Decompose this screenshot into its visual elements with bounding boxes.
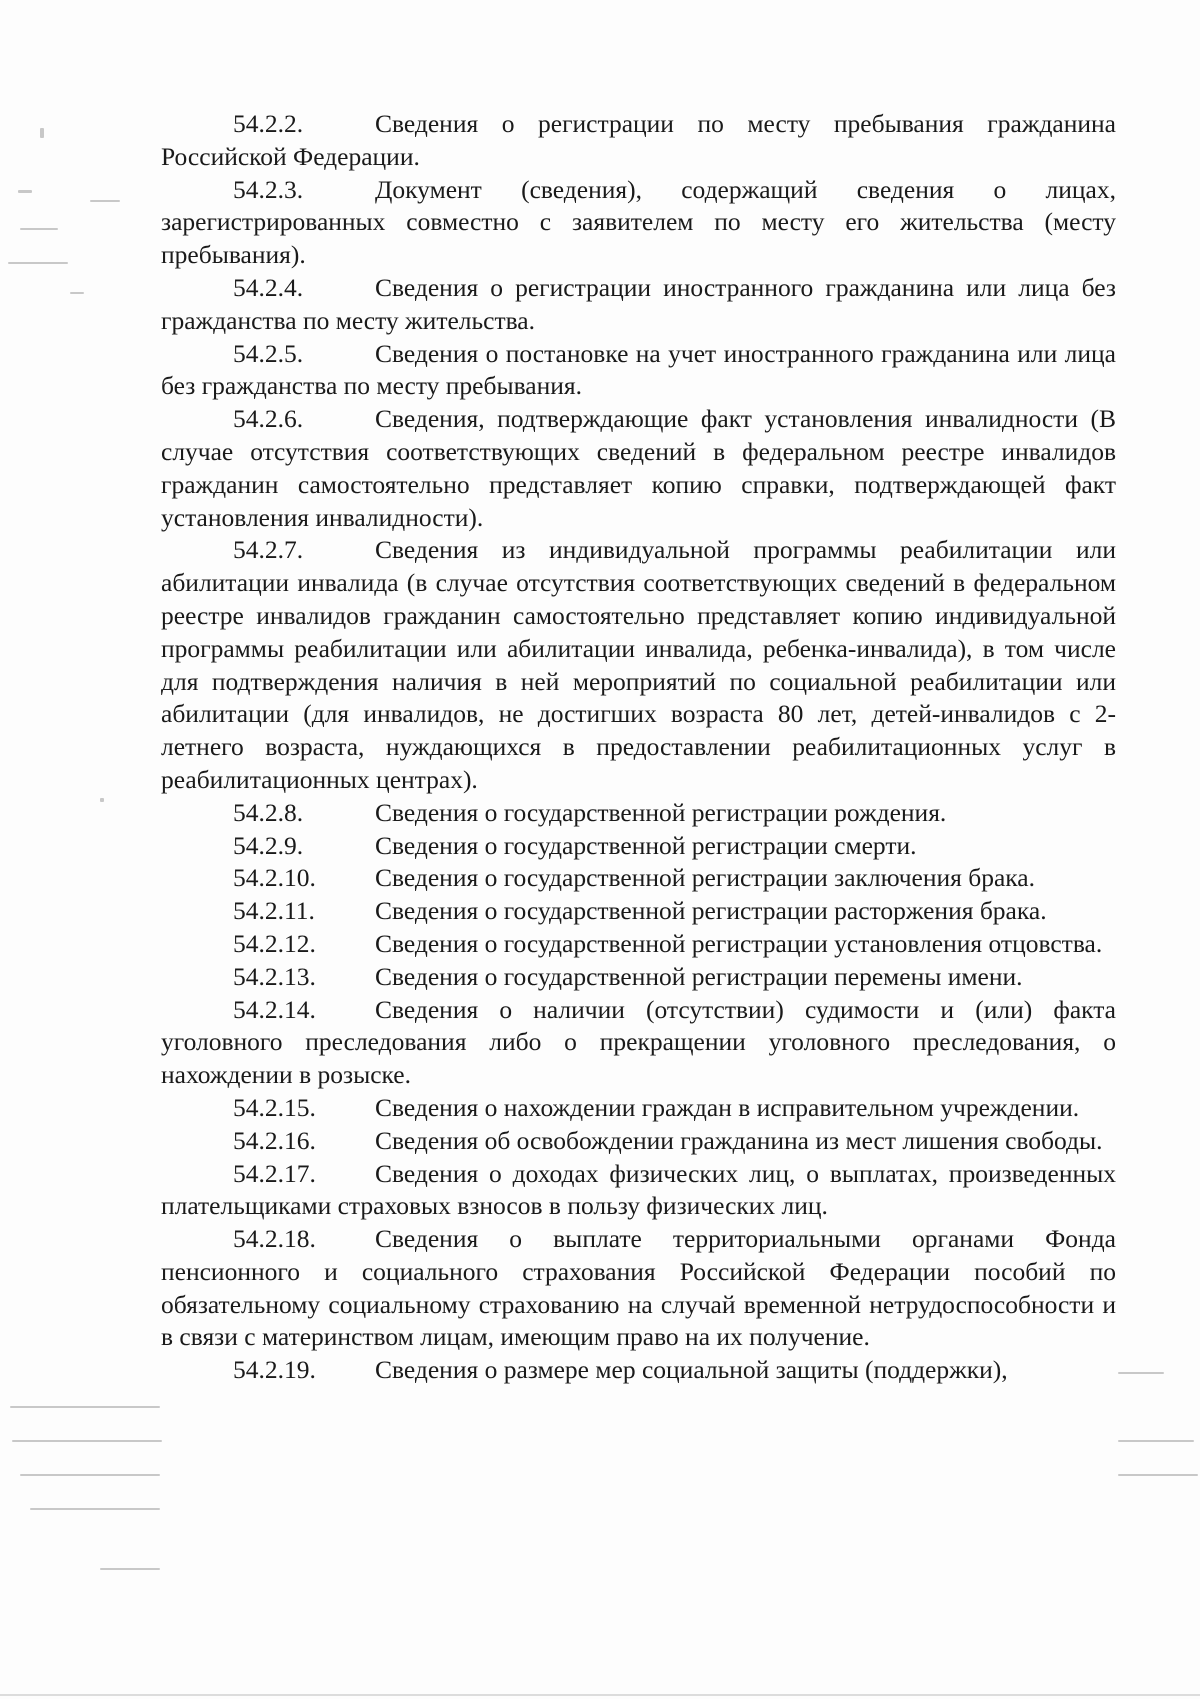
paragraph-number: 54.2.8. bbox=[233, 797, 304, 827]
scan-speck bbox=[90, 200, 120, 202]
document-paragraph bbox=[161, 1158, 1116, 1224]
scan-speck bbox=[30, 1508, 160, 1510]
document-paragraph bbox=[161, 1223, 1116, 1354]
scan-speck bbox=[20, 228, 58, 230]
paragraph-text: Сведения о регистрации по месту пребывания гражданина Российской Федерации. bbox=[161, 109, 1116, 171]
document-paragraph bbox=[161, 108, 1116, 174]
scan-speck bbox=[70, 292, 84, 294]
document-paragraph bbox=[161, 174, 1116, 272]
scan-speck bbox=[10, 1406, 160, 1408]
scan-speck bbox=[100, 798, 104, 802]
paragraph-text: Сведения о постановке на учет иностранного гражданина или лица без гражданства по месту пребывания. bbox=[161, 338, 1116, 401]
document-paragraph bbox=[161, 1125, 1116, 1158]
paragraph-text: Документ (сведения), содержащий сведения о лицах, зарегистрированных совместно с заявителем по месту его жительства (месту пребывания). bbox=[161, 174, 1116, 270]
paragraph-text: Сведения о государственной регистрации рождения. bbox=[375, 797, 947, 827]
paragraph-number: 54.2.18. bbox=[233, 1224, 316, 1254]
paragraph-number: 54.2.2. bbox=[233, 109, 304, 138]
scan-speck bbox=[1118, 1372, 1164, 1374]
document-paragraph bbox=[161, 928, 1116, 961]
document-paragraph bbox=[161, 961, 1116, 994]
document-paragraph bbox=[161, 994, 1116, 1092]
paragraph-number: 54.2.13. bbox=[233, 961, 316, 991]
paragraph-number: 54.2.12. bbox=[233, 928, 316, 958]
paragraph-number: 54.2.6. bbox=[233, 404, 304, 434]
paragraph-number: 54.2.15. bbox=[233, 1092, 316, 1122]
paragraph-number: 54.2.19. bbox=[233, 1355, 316, 1385]
paragraph-text: Сведения о нахождении граждан в исправительном учреждении. bbox=[375, 1092, 1080, 1122]
document-body bbox=[161, 108, 1116, 1387]
scan-speck bbox=[12, 1440, 162, 1442]
paragraph-number: 54.2.4. bbox=[233, 272, 304, 302]
paragraph-number: 54.2.17. bbox=[233, 1158, 316, 1188]
scan-speck bbox=[1118, 1474, 1198, 1476]
document-paragraph bbox=[161, 1092, 1116, 1125]
document-paragraph bbox=[161, 895, 1116, 928]
document-paragraph bbox=[161, 534, 1116, 796]
paragraph-text: Сведения о размере мер социальной защиты (поддержки), bbox=[375, 1355, 1008, 1385]
paragraph-text: Сведения о государственной регистрации перемены имени. bbox=[375, 961, 1023, 991]
document-paragraph bbox=[161, 862, 1116, 895]
document-paragraph bbox=[161, 1354, 1116, 1387]
paragraph-text: Сведения из индивидуальной программы реабилитации или абилитации инвалида (в случае отсутствия соответствующих сведений в федеральном реестре инвалидов гражданин самостоятельно представляет копию индивидуальной программы реабилитации или абилитации инвалида, ребенка-инвалида), в том числе для подтверждения наличия в ней мероприятий по социальной реабилитации или абилитации (для инвалидов, не достигших возраста 80 лет, детей-инвалидов с 2-летнего возраста, нуждающихся в предоставлении реабилитационных услуг в реабилитационных центрах). bbox=[161, 535, 1116, 794]
scan-speck bbox=[18, 190, 32, 193]
scan-speck bbox=[100, 1568, 160, 1570]
scan-speck bbox=[1118, 1440, 1194, 1442]
paragraph-text: Сведения, подтверждающие факт установления инвалидности (В случае отсутствия соответствующих сведений в федеральном реестре инвалидов гражданин самостоятельно представляет копию справки, подтверждающей факт установления инвалидности). bbox=[161, 404, 1116, 532]
paragraph-number: 54.2.5. bbox=[233, 338, 304, 368]
paragraph-number: 54.2.9. bbox=[233, 830, 304, 860]
paragraph-number: 54.2.16. bbox=[233, 1125, 316, 1155]
paragraph-text: Сведения о государственной регистрации расторжения брака. bbox=[375, 896, 1047, 926]
paragraph-text: Сведения об освобождении гражданина из мест лишения свободы. bbox=[375, 1125, 1103, 1155]
paragraph-text: Сведения о государственной регистрации установления отцовства. bbox=[375, 928, 1103, 958]
paragraph-number: 54.2.10. bbox=[233, 863, 316, 893]
scan-speck bbox=[20, 1474, 160, 1476]
paragraph-text: Сведения о государственной регистрации смерти. bbox=[375, 830, 917, 860]
paragraph-number: 54.2.7. bbox=[233, 535, 304, 565]
paragraph-text: Сведения о государственной регистрации заключения брака. bbox=[375, 863, 1035, 893]
document-paragraph bbox=[161, 797, 1116, 830]
scan-speck bbox=[40, 128, 44, 138]
paragraph-text: Сведения о наличии (отсутствии) судимости и (или) факта уголовного преследования либо о прекращении уголовного преследования, о нахождении в розыске. bbox=[161, 994, 1116, 1090]
paragraph-text: Сведения о регистрации иностранного гражданина или лица без гражданства по месту жительства. bbox=[161, 272, 1116, 335]
paragraph-number: 54.2.11. bbox=[233, 896, 315, 926]
scan-speck bbox=[8, 262, 68, 264]
paragraph-text: Сведения о доходах физических лиц, о выплатах, произведенных плательщиками страховых взносов в пользу физических лиц. bbox=[161, 1158, 1116, 1221]
document-paragraph bbox=[161, 338, 1116, 404]
paragraph-text: Сведения о выплате территориальными органами Фонда пенсионного и социального страхования Российской Федерации пособий по обязательному социальному страхованию на случай временной нетрудоспособности и в связи с материнством лицам, имеющим право на их получение. bbox=[161, 1224, 1116, 1352]
document-paragraph bbox=[161, 403, 1116, 534]
paragraph-number: 54.2.14. bbox=[233, 994, 316, 1024]
page-bottom-edge bbox=[0, 1694, 1200, 1696]
document-paragraph bbox=[161, 272, 1116, 338]
paragraph-number: 54.2.3. bbox=[233, 174, 304, 204]
document-paragraph bbox=[161, 830, 1116, 863]
